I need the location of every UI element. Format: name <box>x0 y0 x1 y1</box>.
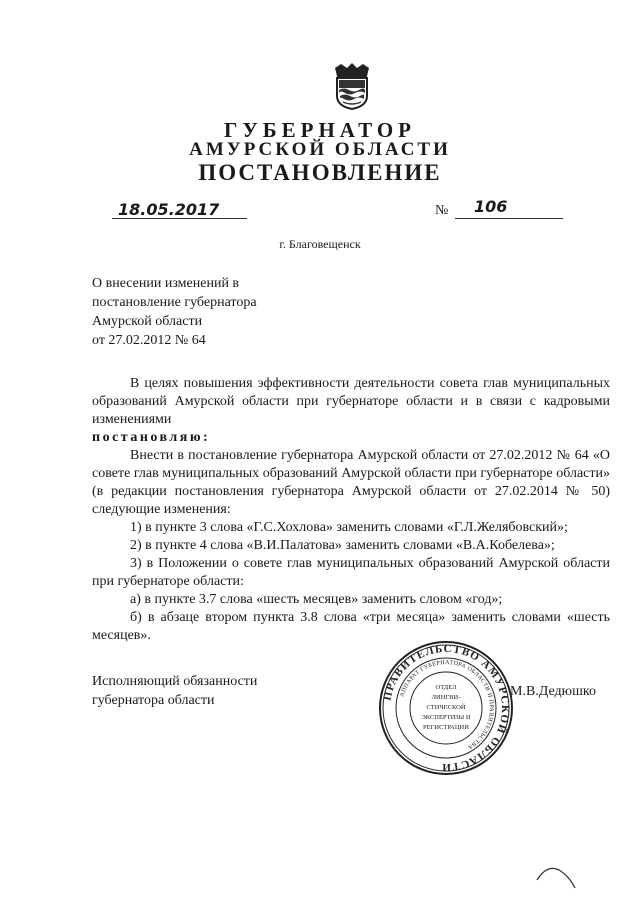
city: г. Благовещенск <box>279 237 361 251</box>
item-paragraph: а) в пункте 3.7 слова «шесть месяцев» заменить словом «год»; <box>130 592 503 607</box>
number-underline <box>455 218 563 219</box>
svg-text:ЛИНГВИ-: ЛИНГВИ- <box>431 694 461 701</box>
svg-text:АППАРАТ ГУБЕРНАТОРА ОБЛАСТИ И: АППАРАТ ГУБЕРНАТОРА ОБЛАСТИ И ПРАВИТЕЛЬСТВА <box>399 659 495 751</box>
item-paragraph: 3) в Положении о совете глав муниципальных образований Амурской области при губернаторе области: <box>92 556 610 589</box>
region-title: АМУРСКОЙ ОБЛАСТИ <box>189 139 451 160</box>
subject-line: Амурской области <box>92 314 203 329</box>
svg-text:ОТДЕЛ: ОТДЕЛ <box>435 684 457 691</box>
signatory-title <box>92 672 257 710</box>
document-date: 18.05.2017 <box>118 200 220 219</box>
signatory-title-line: губернатора области <box>92 693 215 708</box>
svg-text:СТИЧЕСКОЙ: СТИЧЕСКОЙ <box>426 704 466 711</box>
svg-text:ПРАВИТЕЛЬСТВО АМУРСКОЙ ОБЛАСТИ: ПРАВИТЕЛЬСТВО АМУРСКОЙ ОБЛАСТИ <box>381 642 512 774</box>
item-paragraph: 2) в пункте 4 слова «В.И.Палатова» заменить словами «В.А.Кобелева»; <box>130 538 555 553</box>
svg-text:ЭКСПЕРТИЗЫ И: ЭКСПЕРТИЗЫ И <box>421 714 471 721</box>
subject-line: О внесении изменений в <box>92 276 240 291</box>
decree-word: постановляю: <box>92 430 211 445</box>
handwritten-mark <box>535 860 577 890</box>
signatory-name: М.В.Дедюшко <box>510 684 596 699</box>
coat-of-arms-emblem <box>331 62 373 110</box>
authority-title: ГУБЕРНАТОР <box>223 118 417 142</box>
svg-text:РЕГИСТРАЦИИ: РЕГИСТРАЦИИ <box>423 724 469 731</box>
document-subject <box>92 274 257 350</box>
document-type-title: ПОСТАНОВЛЕНИЕ <box>198 160 442 185</box>
item-paragraph: б) в абзаце втором пункта 3.8 слова «три месяца» заменить словами «шесть месяцев». <box>92 610 610 643</box>
official-stamp <box>378 640 514 776</box>
preamble-paragraph: В целях повышения эффективности деятельности совета глав муниципальных образований Амурской области при губернаторе области и в связи с кадровыми изменениями <box>92 376 610 427</box>
document-number: 106 <box>474 197 508 216</box>
subject-line: постановление губернатора <box>92 295 257 310</box>
subject-line: от 27.02.2012 № 64 <box>92 333 206 348</box>
item-paragraph: 1) в пункте 3 слова «Г.С.Хохлова» заменить словами «Г.Л.Желябовский»; <box>130 520 568 535</box>
number-sign: № <box>435 203 449 218</box>
signatory-title-line: Исполняющий обязанности <box>92 674 258 689</box>
item-paragraph: Внести в постановление губернатора Амурской области от 27.02.2012 № 64 «О совете глав муниципальных образований Амурской области при губернаторе области» (в редакции постановления губернатора Амурской области от 27.02.2014 № 50) следующие изменения: <box>92 448 610 517</box>
